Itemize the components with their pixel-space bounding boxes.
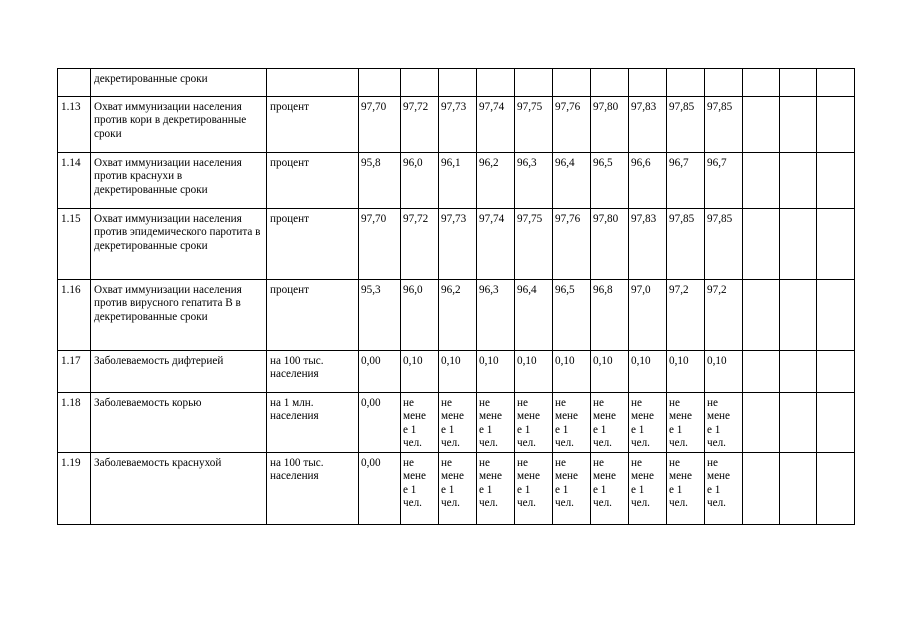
year-value-cell [705,280,743,351]
empty-cell [817,453,855,525]
year-value-cell [401,69,439,97]
year-value-cell-text: не мене е 1 чел. [403,457,426,510]
year-value-cell-text: не мене е 1 чел. [479,397,502,449]
year-value-cell [705,393,743,453]
empty-cell [743,153,780,209]
table-row [58,351,855,393]
year-value-cell [439,69,477,97]
year-value-cell [591,97,629,153]
year-value-cell [705,209,743,280]
year-value-cell-text: 0,10 [669,355,689,367]
unit-cell [267,153,359,209]
empty-cell [817,280,855,351]
empty-cell [780,97,817,153]
year-value-cell [553,209,591,280]
year-value-cell [477,209,515,280]
indicator-name-cell-text: Заболеваемость корью [94,397,202,409]
year-value-cell [667,69,705,97]
table-row [58,393,855,453]
year-value-cell [667,453,705,525]
year-value-cell-text: 96,7 [669,157,689,169]
year-value-cell-text: 97,83 [631,101,657,113]
year-value-cell [401,393,439,453]
empty-cell [743,280,780,351]
row-number-cell-text: 1.19 [61,457,81,470]
base-value-cell [359,351,401,393]
row-number-cell-text: 1.14 [61,157,81,169]
year-value-cell [629,453,667,525]
year-value-cell-text: не мене е 1 чел. [479,457,502,510]
unit-cell-text: процент [270,157,310,169]
year-value-cell [477,351,515,393]
year-value-cell [401,209,439,280]
base-value-cell-text: 0,00 [361,355,381,367]
year-value-cell-text: не мене е 1 чел. [441,397,464,449]
year-value-cell-text: 97,80 [593,213,619,225]
year-value-cell-text: не мене е 1 чел. [517,397,540,449]
year-value-cell [705,97,743,153]
year-value-cell-text: не мене е 1 чел. [593,457,616,510]
unit-cell-text: процент [270,284,310,296]
unit-cell [267,209,359,280]
year-value-cell [705,351,743,393]
year-value-cell-text: 97,75 [517,101,543,113]
base-value-cell-text: 0,00 [361,457,381,470]
table-row [58,69,855,97]
year-value-cell-text: 0,10 [517,355,537,367]
row-number-cell [58,97,91,153]
year-value-cell [629,209,667,280]
row-number-cell-text: 1.15 [61,213,81,225]
year-value-cell-text: 97,85 [707,213,733,225]
unit-cell [267,351,359,393]
year-value-cell [401,153,439,209]
indicator-name-cell [91,393,267,453]
indicator-name-cell [91,280,267,351]
year-value-cell-text: не мене е 1 чел. [669,397,692,449]
indicator-name-cell [91,209,267,280]
year-value-cell-text: 96,4 [555,157,575,169]
year-value-cell [667,153,705,209]
indicator-name-cell-text: декретированные сроки [94,73,208,85]
year-value-cell-text: не мене е 1 чел. [403,397,426,449]
year-value-cell [591,69,629,97]
base-value-cell-text: 97,70 [361,213,387,225]
year-value-cell [401,97,439,153]
unit-cell [267,97,359,153]
year-value-cell [667,280,705,351]
empty-cell [743,209,780,280]
year-value-cell-text: 97,83 [631,213,657,225]
base-value-cell [359,393,401,453]
unit-cell-text: на 100 тыс. населения [270,457,324,483]
indicator-name-cell [91,453,267,525]
year-value-cell-text: 97,72 [403,213,429,225]
year-value-cell [477,153,515,209]
year-value-cell [515,153,553,209]
indicators-table [57,68,855,525]
year-value-cell-text: 0,10 [707,355,727,367]
year-value-cell-text: 96,5 [593,157,613,169]
table-row [58,280,855,351]
year-value-cell-text: 97,85 [669,213,695,225]
year-value-cell-text: 97,75 [517,213,543,225]
year-value-cell-text: не мене е 1 чел. [631,397,654,449]
year-value-cell [553,69,591,97]
year-value-cell [439,97,477,153]
year-value-cell-text: 97,73 [441,213,467,225]
unit-cell [267,393,359,453]
table-row [58,97,855,153]
year-value-cell [591,209,629,280]
base-value-cell [359,209,401,280]
unit-cell-text: процент [270,101,310,113]
unit-cell-text: на 100 тыс. населения [270,355,324,381]
year-value-cell-text: не мене е 1 чел. [669,457,692,510]
year-value-cell [667,351,705,393]
year-value-cell [705,153,743,209]
year-value-cell-text: 96,6 [631,157,651,169]
year-value-cell [629,97,667,153]
year-value-cell-text: 96,5 [555,284,575,296]
empty-cell [780,351,817,393]
year-value-cell [591,453,629,525]
unit-cell [267,69,359,97]
empty-cell [743,453,780,525]
year-value-cell-text: 0,10 [441,355,461,367]
year-value-cell [629,280,667,351]
year-value-cell [591,393,629,453]
year-value-cell [439,153,477,209]
year-value-cell [553,453,591,525]
year-value-cell [705,453,743,525]
row-number-cell [58,153,91,209]
year-value-cell-text: 96,7 [707,157,727,169]
year-value-cell [667,393,705,453]
year-value-cell-text: 96,3 [517,157,537,169]
year-value-cell-text: 97,72 [403,101,429,113]
year-value-cell [515,393,553,453]
year-value-cell [439,209,477,280]
year-value-cell [401,280,439,351]
indicator-name-cell [91,69,267,97]
year-value-cell-text: не мене е 1 чел. [631,457,654,510]
year-value-cell-text: 0,10 [593,355,613,367]
year-value-cell-text: 97,74 [479,213,505,225]
year-value-cell [439,351,477,393]
year-value-cell [553,97,591,153]
table-body [58,69,855,525]
year-value-cell-text: не мене е 1 чел. [555,397,578,449]
year-value-cell [667,97,705,153]
row-number-cell [58,280,91,351]
year-value-cell-text: 0,10 [631,355,651,367]
empty-cell [780,153,817,209]
indicator-name-cell-text: Охват иммунизации населения против вирусного гепатита В в декретированные сроки [94,284,242,323]
empty-cell [780,69,817,97]
unit-cell [267,453,359,525]
empty-cell [780,393,817,453]
empty-cell [743,69,780,97]
year-value-cell-text: 0,10 [479,355,499,367]
year-value-cell [515,69,553,97]
row-number-cell-text: 1.18 [61,397,81,409]
year-value-cell [401,453,439,525]
year-value-cell-text: 96,0 [403,284,423,296]
base-value-cell [359,280,401,351]
year-value-cell-text: 96,8 [593,284,613,296]
empty-cell [817,69,855,97]
year-value-cell [553,153,591,209]
row-number-cell [58,209,91,280]
year-value-cell [515,351,553,393]
row-number-cell-text: 1.16 [61,284,81,296]
year-value-cell [629,153,667,209]
year-value-cell [591,351,629,393]
base-value-cell-text: 97,70 [361,101,387,113]
year-value-cell-text: не мене е 1 чел. [707,457,730,510]
year-value-cell [439,280,477,351]
table-row [58,153,855,209]
year-value-cell [515,97,553,153]
year-value-cell [629,69,667,97]
indicator-name-cell [91,97,267,153]
indicator-name-cell-text: Заболеваемость дифтерией [94,355,224,367]
table-row [58,453,855,525]
year-value-cell-text: 0,10 [555,355,575,367]
base-value-cell [359,153,401,209]
indicator-name-cell [91,351,267,393]
year-value-cell-text: 96,1 [441,157,461,169]
empty-cell [817,393,855,453]
empty-cell [817,351,855,393]
year-value-cell-text: 96,3 [479,284,499,296]
year-value-cell-text: 97,80 [593,101,619,113]
year-value-cell [439,453,477,525]
year-value-cell-text: 97,76 [555,101,581,113]
empty-cell [817,97,855,153]
indicator-name-cell [91,153,267,209]
year-value-cell-text: не мене е 1 чел. [707,397,730,449]
year-value-cell-text: 96,0 [403,157,423,169]
indicator-name-cell-text: Охват иммунизации населения против краснухи в декретированные сроки [94,157,242,196]
year-value-cell [477,280,515,351]
empty-cell [780,453,817,525]
year-value-cell-text: 97,76 [555,213,581,225]
empty-cell [743,393,780,453]
row-number-cell [58,393,91,453]
year-value-cell [591,153,629,209]
year-value-cell [629,393,667,453]
base-value-cell [359,97,401,153]
base-value-cell-text: 95,3 [361,284,381,296]
year-value-cell [667,209,705,280]
base-value-cell [359,69,401,97]
year-value-cell [515,453,553,525]
year-value-cell [629,351,667,393]
table-row [58,209,855,280]
year-value-cell [401,351,439,393]
year-value-cell-text: 97,85 [707,101,733,113]
year-value-cell [477,453,515,525]
year-value-cell [553,280,591,351]
row-number-cell-text: 1.17 [61,355,81,367]
empty-cell [817,209,855,280]
base-value-cell-text: 0,00 [361,397,381,409]
row-number-cell [58,453,91,525]
indicator-name-cell-text: Охват иммунизации населения против кори в декретированные сроки [94,101,247,140]
year-value-cell [553,351,591,393]
year-value-cell-text: 96,4 [517,284,537,296]
year-value-cell-text: 96,2 [441,284,461,296]
year-value-cell [553,393,591,453]
year-value-cell [477,393,515,453]
unit-cell-text: на 1 млн. населения [270,397,319,423]
year-value-cell-text: не мене е 1 чел. [441,457,464,510]
year-value-cell-text: 96,2 [479,157,499,169]
year-value-cell-text: не мене е 1 чел. [555,457,578,510]
year-value-cell-text: 97,85 [669,101,695,113]
base-value-cell [359,453,401,525]
empty-cell [743,97,780,153]
unit-cell-text: процент [270,213,310,225]
year-value-cell [591,280,629,351]
year-value-cell-text: не мене е 1 чел. [593,397,616,449]
year-value-cell-text: 0,10 [403,355,423,367]
empty-cell [780,280,817,351]
row-number-cell [58,351,91,393]
year-value-cell [705,69,743,97]
year-value-cell [439,393,477,453]
year-value-cell-text: 97,2 [669,284,689,296]
row-number-cell-text: 1.13 [61,101,81,113]
year-value-cell [515,280,553,351]
year-value-cell-text: 97,73 [441,101,467,113]
row-number-cell [58,69,91,97]
empty-cell [817,153,855,209]
year-value-cell [477,97,515,153]
year-value-cell [477,69,515,97]
indicator-name-cell-text: Заболеваемость краснухой [94,457,222,470]
empty-cell [743,351,780,393]
year-value-cell-text: 97,74 [479,101,505,113]
year-value-cell-text: не мене е 1 чел. [517,457,540,510]
unit-cell [267,280,359,351]
base-value-cell-text: 95,8 [361,157,381,169]
empty-cell [780,209,817,280]
indicator-name-cell-text: Охват иммунизации населения против эпидемического паротита в декретированные сроки [94,213,261,252]
year-value-cell-text: 97,2 [707,284,727,296]
year-value-cell-text: 97,0 [631,284,651,296]
year-value-cell [515,209,553,280]
